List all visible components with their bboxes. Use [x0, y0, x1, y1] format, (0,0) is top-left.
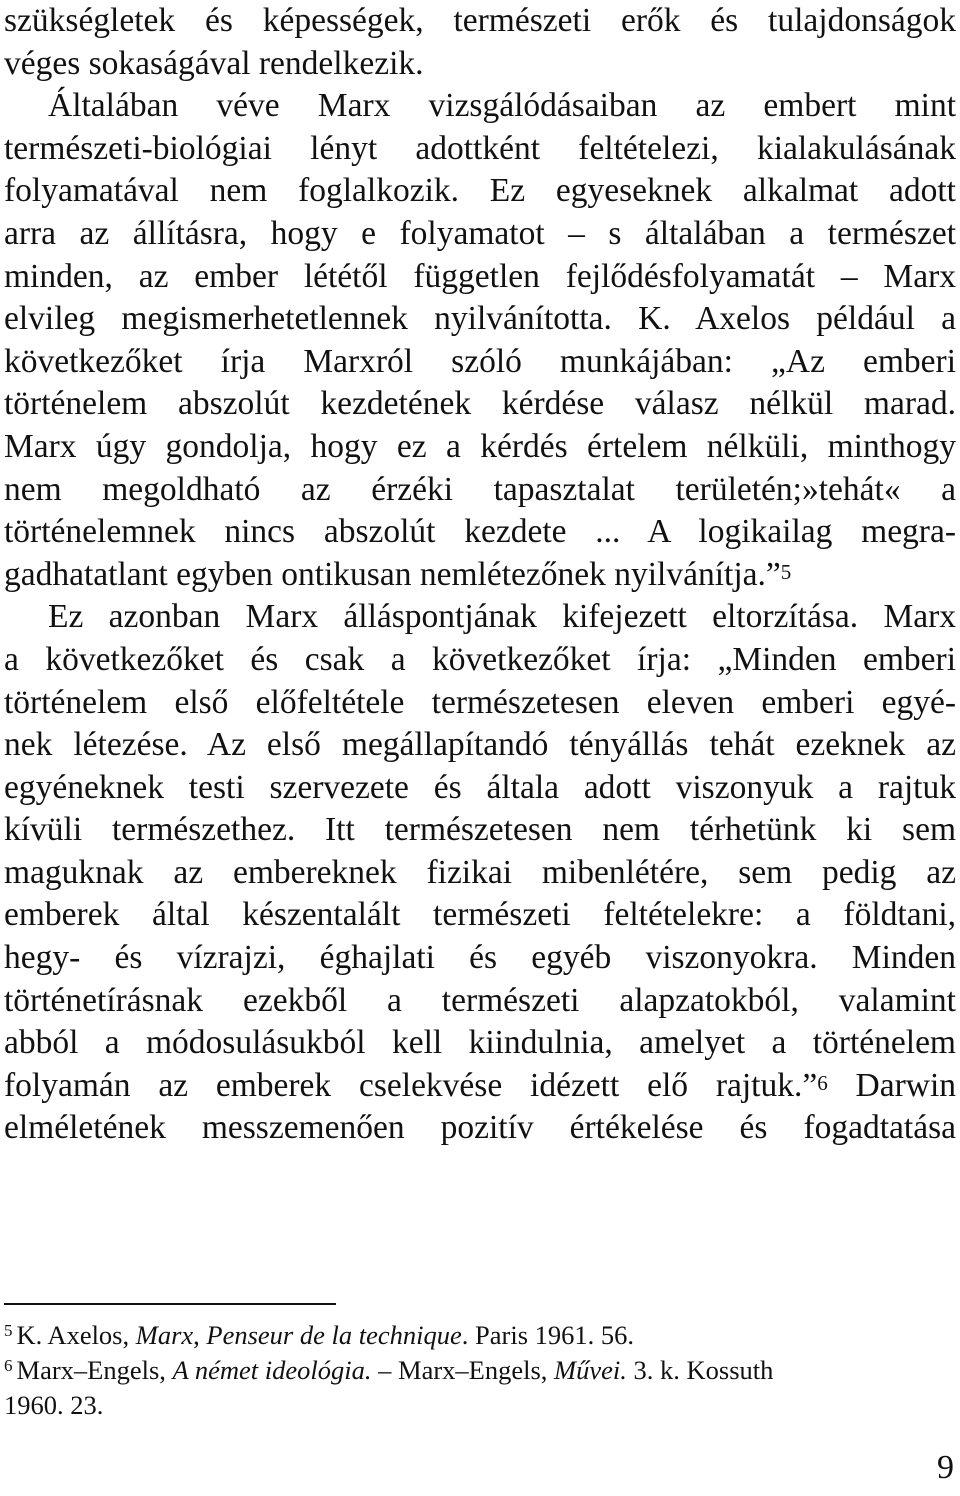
- footnote-text: ,: [193, 1320, 207, 1350]
- text-line: abból a módosulásukból kell kiindulnia, amelyet a történelem: [4, 1024, 956, 1062]
- main-text: [4, 0, 956, 1150]
- text-line: a következőket és csak a következőket írja: „Minden emberi: [4, 640, 956, 678]
- text-line: minden, az ember lététől független fejlődésfolyamatát – Marx: [4, 257, 956, 295]
- footnote-text: – Marx–Engels,: [371, 1355, 555, 1385]
- page-number: 9: [937, 1449, 954, 1486]
- text-line-part: folyamán az emberek cselekvése idézett elő rajtuk.”: [4, 1066, 818, 1104]
- text-line: történelemnek nincs abszolút kezdete ... A logikailag megra-: [4, 513, 956, 551]
- footnote-text: . Paris 1961. 56.: [461, 1320, 635, 1350]
- text-line-with-footnote: [4, 554, 956, 597]
- text-line: természeti-biológiai lényt adottként feltételezi, kialakulásának: [4, 129, 956, 167]
- text-line: gadhatatlant egyben ontikusan nemlétezőnek nyilvánítja.”: [4, 555, 781, 593]
- text-line: arra az állításra, hogy e folyamatot – s általában a természet: [4, 214, 956, 252]
- text-line: Marx úgy gondolja, hogy ez a kérdés értelem nélküli, minthogy: [4, 427, 956, 465]
- text-line: történelem abszolút kezdetének kérdése válasz nélkül marad.: [4, 385, 956, 423]
- text-line: Általában véve Marx vizsgálódásaiban az embert mint: [48, 87, 956, 125]
- footnote-title: Penseur de la technique: [206, 1320, 462, 1350]
- text-line: hegy- és vízrajzi, éghajlati és egyéb viszonyokra. Minden: [4, 939, 956, 977]
- footnote-ref-5: 5: [780, 559, 792, 584]
- footnote-5: [4, 1318, 904, 1353]
- text-line: történetírásnak ezekből a természeti alapzatokból, valamint: [4, 981, 956, 1019]
- text-line: folyamatával nem foglalkozik. Ez egyeseknek alkalmat adott: [4, 172, 956, 210]
- text-line: nek létezése. Az első megállapítandó tényállás tehát ezeknek az: [4, 726, 956, 764]
- text-line: véges sokaságával rendelkezik.: [4, 44, 424, 82]
- text-line-part: Darwin: [855, 1066, 956, 1104]
- footnote-number: 5: [4, 1321, 13, 1340]
- footnotes: [4, 1318, 904, 1423]
- text-line: Ez azonban Marx álláspontjának kifejezett eltorzítása. Marx: [48, 598, 956, 636]
- page-body: [4, 0, 956, 1150]
- text-line: nem megoldható az érzéki tapasztalat területén;»tehát« a: [4, 470, 956, 508]
- footnote-title: Művei.: [554, 1355, 627, 1385]
- text-line: kívüli természethez. Itt természetesen nem térhetünk ki sem: [4, 811, 956, 849]
- text-line: elvileg megismerhetetlennek nyilvánította. K. Axelos például a: [4, 300, 956, 338]
- text-line-with-footnote: [4, 1065, 956, 1108]
- text-line: egyéneknek testi szervezete és általa adott viszonyuk a rajtuk: [4, 768, 956, 806]
- footnote-6: [4, 1353, 904, 1388]
- text-line: elméletének messzemenően pozitív értékelése és fogadtatása: [4, 1109, 956, 1147]
- footnote-title: A német ideológia.: [172, 1355, 372, 1385]
- text-line: történelem első előfeltétele természetesen eleven emberi egyé-: [4, 683, 956, 721]
- text-line: szükségletek és képességek, természeti erők és tulajdonságok: [4, 2, 956, 39]
- footnote-separator: [4, 1303, 336, 1305]
- footnote-text: 3. k. Kossuth: [626, 1355, 774, 1385]
- text-line: maguknak az embereknek fizikai mibenlétére, sem pedig az: [4, 853, 956, 891]
- footnote-text: K. Axelos,: [16, 1320, 136, 1350]
- footnote-title: Marx: [135, 1320, 194, 1350]
- footnote-number: 6: [4, 1356, 13, 1375]
- footnote-ref-6: 6: [817, 1070, 828, 1095]
- text-line: emberek által készentalált természeti feltételekre: a földtani,: [4, 896, 956, 934]
- footnote-6-continued: 1960. 23.: [4, 1390, 104, 1420]
- text-line: következőket írja Marxról szóló munkájában: „Az emberi: [4, 342, 956, 380]
- footnote-text: Marx–Engels,: [16, 1355, 173, 1385]
